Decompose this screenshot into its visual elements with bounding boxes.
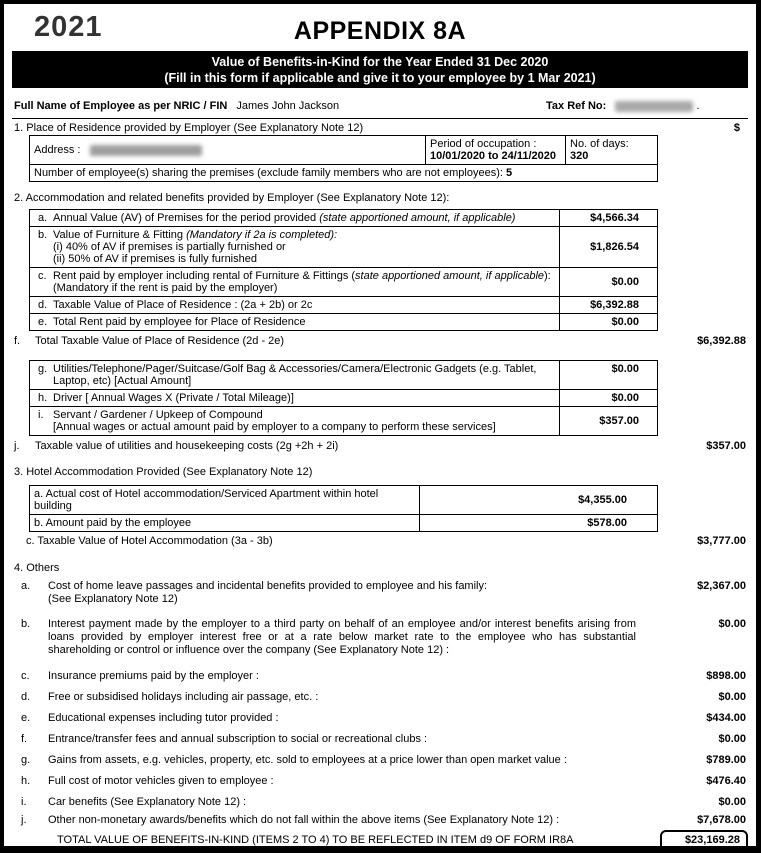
employee-name-label: Full Name of Employee as per NRIC / FIN — [14, 100, 228, 112]
row-letter: e. — [38, 316, 48, 328]
table-row — [30, 486, 658, 515]
row-4c — [12, 670, 748, 683]
row-4a-text — [48, 580, 650, 606]
row-2b-text — [53, 229, 555, 265]
row-2b-line3: (ii) 50% of AV if premises is fully furnished — [53, 253, 257, 265]
row-2g-text: Utilities/Telephone/Pager/Suitcase/Golf Bag & Accessories/Camera/Electronic Gadgets (e.g. Tablet, Laptop, etc) [Actual Amount] — [53, 363, 537, 387]
row-2g-value: $0.00 — [560, 361, 658, 390]
row-2i-desc — [30, 407, 560, 436]
table-row — [30, 407, 658, 436]
row-2d-text: Taxable Value of Place of Residence : (2a + 2b) or 2c — [53, 299, 313, 311]
sharing-label: Number of employee(s) sharing the premises (exclude family members who are not employees): — [34, 167, 503, 179]
row-4a-line2: (See Explanatory Note 12) — [48, 593, 178, 605]
row-2b-line2: (i) 40% of AV if premises is partially furnished or — [53, 241, 286, 253]
employee-info-row — [12, 100, 748, 119]
row-letter: i. — [21, 796, 27, 808]
row-2i-line1: Servant / Gardener / Upkeep of Compound — [53, 409, 263, 421]
row-4d-value: $0.00 — [718, 691, 746, 703]
section3-heading: 3. Hotel Accommodation Provided (See Explanatory Note 12) — [14, 466, 313, 478]
row-3a-value: $4,355.00 — [420, 486, 658, 515]
row-letter: h. — [38, 392, 48, 404]
row-4e — [12, 712, 748, 725]
banner-line1: Value of Benefits-in-Kind for the Year Ended 31 Dec 2020 — [211, 55, 549, 69]
row-4j — [12, 814, 748, 827]
row-4g-text: Gains from assets, e.g. vehicles, property, etc. sold to employees at a price lower than open market value : — [48, 754, 567, 766]
table-row — [30, 515, 658, 532]
period-label: Period of occupation : — [430, 138, 537, 150]
row-3b-text: b. Amount paid by the employee — [30, 515, 420, 532]
row-4h — [12, 775, 748, 788]
grand-total-value: $23,169.28 — [660, 830, 748, 851]
row-letter: a. — [21, 580, 31, 592]
row-3c-text: c. Taxable Value of Hotel Accommodation (3a - 3b) — [26, 535, 273, 547]
employee-name-group — [14, 100, 546, 113]
page-title: APPENDIX 8A — [293, 17, 467, 45]
row-4i-value: $0.00 — [718, 796, 746, 808]
row-letter: j. — [14, 440, 20, 452]
form-banner — [12, 51, 748, 88]
row-letter: d. — [38, 299, 48, 311]
row-3c-value: $3,777.00 — [697, 535, 746, 547]
row-4b-text: Interest payment made by the employer to a third party on behalf of an employee and/or interest benefits arising from loans provided by employer interest free or at a rate below market rate to the employee who has substantial shareholding or control or influence over the company (See Explanatory Note 12) : — [48, 618, 636, 656]
row-2b-text-italic: (Mandatory if 2a is completed): — [186, 229, 338, 241]
accommodation-table — [29, 209, 658, 331]
row-2h-value: $0.00 — [560, 390, 658, 407]
row-3a-text: a. Actual cost of Hotel accommodation/Serviced Apartment within hotel building — [30, 486, 420, 515]
row-3c — [12, 535, 748, 547]
row-2i-line2: [Annual wages or actual amount paid by employer to a company to perform these services] — [53, 421, 496, 433]
row-2b-text-main: Value of Furniture & Fitting — [53, 229, 187, 241]
row-2i-text — [53, 409, 555, 433]
row-2c-value: $0.00 — [560, 268, 658, 297]
row-letter: c. — [38, 270, 47, 282]
form-year: 2021 — [34, 11, 103, 43]
row-letter: b. — [21, 618, 31, 630]
row-4a-value: $2,367.00 — [697, 580, 746, 592]
row-2c-text-italic: state apportioned amount, if applicable — [355, 270, 545, 282]
row-4d-text: Free or subsidised holidays including air passage, etc. : — [48, 691, 319, 703]
table-row — [30, 210, 658, 227]
row-3b-value: $578.00 — [420, 515, 658, 532]
section1-heading: 1. Place of Residence provided by Employer (See Explanatory Note 12) — [14, 122, 364, 134]
row-2a-value: $4,566.34 — [560, 210, 658, 227]
days-value: 320 — [570, 150, 589, 162]
sharing-cell — [30, 165, 658, 182]
residence-table — [29, 135, 658, 182]
row-letter: h. — [21, 775, 31, 787]
tax-ref-redacted-value — [615, 101, 693, 112]
row-4b-value: $0.00 — [718, 618, 746, 630]
row-letter: b. — [38, 229, 48, 241]
address-redacted-value — [90, 145, 202, 156]
days-label: No. of days: — [570, 138, 629, 150]
form-page — [4, 4, 756, 851]
row-letter: d. — [21, 691, 31, 703]
row-2a-text — [53, 212, 555, 224]
period-cell — [426, 136, 566, 165]
row-2g-desc — [30, 361, 560, 390]
tax-ref-suffix: . — [696, 100, 700, 112]
row-4a — [12, 580, 748, 606]
row-4c-text: Insurance premiums paid by the employer : — [48, 670, 259, 682]
row-2b-desc — [30, 227, 560, 268]
employee-name-value: James John Jackson — [236, 100, 340, 112]
period-value: 10/01/2020 to 24/11/2020 — [430, 150, 556, 162]
row-2a-text-italic: (state apportioned amount, if applicable) — [319, 212, 516, 224]
row-4i-text: Car benefits (See Explanatory Note 12) : — [48, 796, 247, 808]
row-2f-text: Total Taxable Value of Place of Residence (2d - 2e) — [35, 335, 285, 347]
days-cell — [566, 136, 658, 165]
row-4h-text: Full cost of motor vehicles given to employee : — [48, 775, 274, 787]
section1-heading-row — [12, 122, 748, 135]
row-2e-value: $0.00 — [560, 314, 658, 331]
table-row — [30, 136, 658, 165]
row-4g — [12, 754, 748, 767]
row-4f-value: $0.00 — [718, 733, 746, 745]
tax-ref-label: Tax Ref No: — [546, 100, 607, 112]
table-row — [30, 390, 658, 407]
row-4b — [12, 618, 748, 657]
table-row — [30, 227, 658, 268]
row-4j-text: Other non-monetary awards/benefits which do not fall within the above items (See Explanatory Note 12) : — [48, 814, 560, 826]
row-2c-desc — [30, 268, 560, 297]
row-4e-value: $434.00 — [706, 712, 746, 724]
row-2f-value: $6,392.88 — [697, 335, 746, 347]
section2-heading: 2. Accommodation and related benefits provided by Employer (See Explanatory Note 12): — [14, 192, 450, 204]
row-2j — [12, 440, 748, 452]
form-header — [12, 4, 748, 51]
row-2j-value: $357.00 — [706, 440, 746, 452]
row-2a-desc — [30, 210, 560, 227]
table-row — [30, 268, 658, 297]
row-letter: j. — [21, 814, 27, 826]
table-row — [30, 297, 658, 314]
row-2h-text: Driver [ Annual Wages X (Private / Total Mileage)] — [53, 392, 294, 404]
utilities-table — [29, 360, 658, 436]
address-cell — [30, 136, 426, 165]
row-4c-value: $898.00 — [706, 670, 746, 682]
row-letter: e. — [21, 712, 31, 724]
row-4j-value: $7,678.00 — [697, 814, 746, 826]
row-2h-desc — [30, 390, 560, 407]
row-2i-value: $357.00 — [560, 407, 658, 436]
row-2f — [12, 335, 748, 347]
row-2e-desc — [30, 314, 560, 331]
row-2c-text-end: ): — [544, 270, 551, 282]
row-2a-text-main: Annual Value (AV) of Premises for the period provided — [53, 212, 320, 224]
grand-total-row — [12, 830, 748, 851]
row-2c-text — [53, 270, 555, 294]
row-letter: a. — [38, 212, 48, 224]
row-letter: g. — [21, 754, 31, 766]
tax-ref-group — [546, 100, 700, 113]
table-row — [30, 314, 658, 331]
sharing-value: 5 — [505, 167, 513, 179]
row-4g-value: $789.00 — [706, 754, 746, 766]
row-4i — [12, 796, 748, 809]
row-letter: f. — [14, 335, 21, 347]
row-2d-desc — [30, 297, 560, 314]
row-2c-text-main: Rent paid by employer including rental of Furniture & Fittings ( — [53, 270, 356, 282]
row-letter: g. — [38, 363, 48, 375]
address-label: Address : — [34, 144, 81, 156]
row-4d — [12, 691, 748, 704]
row-4f — [12, 733, 748, 746]
section4-heading: 4. Others — [14, 562, 60, 574]
row-4e-text: Educational expenses including tutor provided : — [48, 712, 279, 724]
row-letter: f. — [21, 733, 28, 745]
row-4a-line1: Cost of home leave passages and incidental benefits provided to employee and his family: — [48, 580, 488, 592]
row-2c-line2: (Mandatory if the rent is paid by the employer) — [53, 282, 278, 294]
currency-symbol: $ — [733, 122, 740, 134]
table-row — [30, 361, 658, 390]
row-2e-text: Total Rent paid by employee for Place of Residence — [53, 316, 306, 328]
hotel-table — [29, 485, 658, 532]
row-2d-value: $6,392.88 — [560, 297, 658, 314]
table-row — [30, 165, 658, 182]
row-4f-text: Entrance/transfer fees and annual subscription to social or recreational clubs : — [48, 733, 428, 745]
row-letter: c. — [21, 670, 30, 682]
row-2b-value: $1,826.54 — [560, 227, 658, 268]
grand-total-label: TOTAL VALUE OF BENEFITS-IN-KIND (ITEMS 2 TO 4) TO BE REFLECTED IN ITEM d9 OF FORM IR8A — [57, 834, 574, 846]
row-4h-value: $476.40 — [706, 775, 746, 787]
row-2j-text: Taxable value of utilities and housekeeping costs (2g +2h + 2i) — [35, 440, 339, 452]
banner-line2: (Fill in this form if applicable and give it to your employee by 1 Mar 2021) — [164, 71, 596, 85]
row-letter: i. — [38, 409, 44, 421]
